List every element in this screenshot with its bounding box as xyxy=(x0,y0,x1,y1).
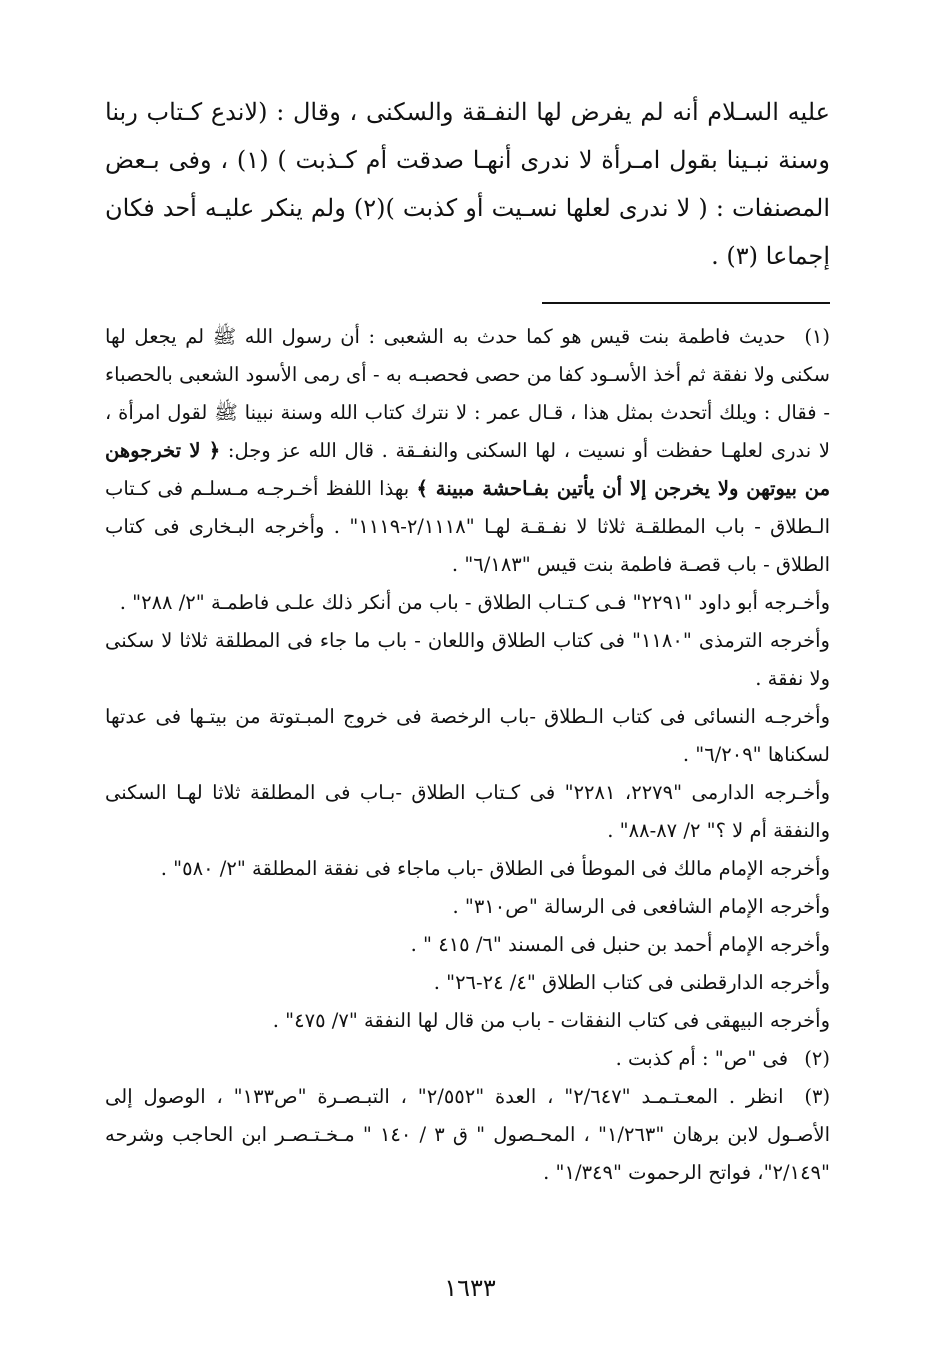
footnote-3-number: (٣) xyxy=(804,1085,831,1108)
footnote-2 xyxy=(105,1040,830,1078)
footnote-3 xyxy=(105,1078,830,1192)
ref-daraqutni: وأخرجه الدارقطنى فى كتاب الطلاق "٤/ ٢٤-٢٦" . xyxy=(433,971,830,994)
ref-bayhaqi: وأخرجه البيهقى فى كتاب النفقات - باب من قال لها النفقة "٧/ ٤٧٥" . xyxy=(272,1009,830,1032)
footnote-2-number: (٢) xyxy=(804,1047,830,1070)
main-text xyxy=(105,88,830,280)
ref-nasai: وأخرجـه النسائى فى كتاب الـطلاق -باب الرخصة فى خروج المبـتوتة من بيتـها فى عدتها لسكناها "٦/٢٠٩" . xyxy=(105,705,830,766)
footnote-separator xyxy=(542,302,830,304)
footnote-1-number: (١) xyxy=(804,325,831,348)
ref-shafii: وأخرجه الإمام الشافعى فى الرسالة "ص٣١٠" . xyxy=(452,895,830,918)
ref-ahmad: وأخرجه الإمام أحمد بن حنبل فى المسند "٦/ ٤١٥ " . xyxy=(410,933,830,956)
footnote-3-text: انظر . المعـتـمـد "٢/٦٤٧" ، العدة "٢/٥٥٢" ، التبـصـرة "ص١٣٣" ، الوصول إلى الأصـول لابن برهان "١/٢٦٣" ، المحـصول " ق ٣ / ١٤٠ " مـخـتـصـر ابن الحاجب وشرحه "٢/١٤٩"، فواتح الرحموت "١/٣٤٩" . xyxy=(105,1085,830,1184)
footnote-1-text-a: حديث فاطمة بنت قيس هو كما حدث به الشعبى : أن رسول الله ﷺ لم يجعل لها سكنى ولا نفقة ثم أخذ الأسـود كفا من حصى فحصبـه به - أى رمى الأسود الشعبى بالحصباء - فقال : ويلك أتحدث بمثل هذا ، قـال عمر : لا نترك كتاب الله وسنة نبينا ﷺ لقول امرأة ، لا ندرى لعلهـا حفظت أو نسيت ، لها السكنى والنفـقة . قال الله عز وجل: xyxy=(105,325,830,462)
footnote-2-text: فى "ص" : أم كذبت . xyxy=(615,1047,789,1070)
footnote-1-text-b: بهذا اللفظ أخـرجـه مـسلـم فى كـتاب الـطلاق - باب المطلقـة ثلاثا لا نفـقـة لهـا "٢/١١١٨-١١١٩" . وأخرجه البـخارى فى كتاب الطلاق - باب قصـة فاطمة بنت قيس "٦/١٨٣" . xyxy=(105,477,830,576)
ref-darimi: وأخـرجه الدارمى "٢٢٧٩، ٢٢٨١" فى كـتاب الطلاق -بـاب فى المطلقة ثلاثا لهـا السكنى والنفقة أم لا ؟" ٢/ ٨٧-٨٨" . xyxy=(105,781,830,842)
ref-tirmidhi: وأخرجه الترمذى "١١٨٠" فى كتاب الطلاق واللعان - باب ما جاء فى المطلقة ثلاثا لا سكنى ولا نفقة . xyxy=(105,629,830,690)
footnotes xyxy=(105,318,830,1192)
page-number: ١٦٣٣ xyxy=(444,1274,496,1302)
ref-abu-dawud: وأخـرجه أبو داود "٢٢٩١" فـى كـتـاب الطلاق - باب من أنكر ذلك علـى فاطمـة "٢/ ٢٨٨" . xyxy=(119,591,830,614)
quran-verse: ﴿ لا تخرجوهن من بيوتهن ولا يخرجن إلا أن يأتين بفـاحشة مبينة ﴾ xyxy=(105,439,831,500)
footnote-1 xyxy=(105,318,830,584)
main-paragraph: عليه السـلام أنه لم يفرض لها النفـقة والسكنى ، وقال : (لاندع كـتاب ربنا وسنة نبـينا بقول امـرأة لا ندرى أنهـا صدقت أم كـذبت ) (١) ، وفى بـعض المصنفات : ( لا ندرى لعلها نسـيت أو كذبت )(٢) ولم ينكر عليـه أحد فكان إجماعا (٣) . xyxy=(105,98,830,270)
ref-malik: وأخرجه الإمام مالك فى الموطأ فى الطلاق -باب ماجاء فى نفقة المطلقة "٢/ ٥٨٠" . xyxy=(160,857,830,880)
